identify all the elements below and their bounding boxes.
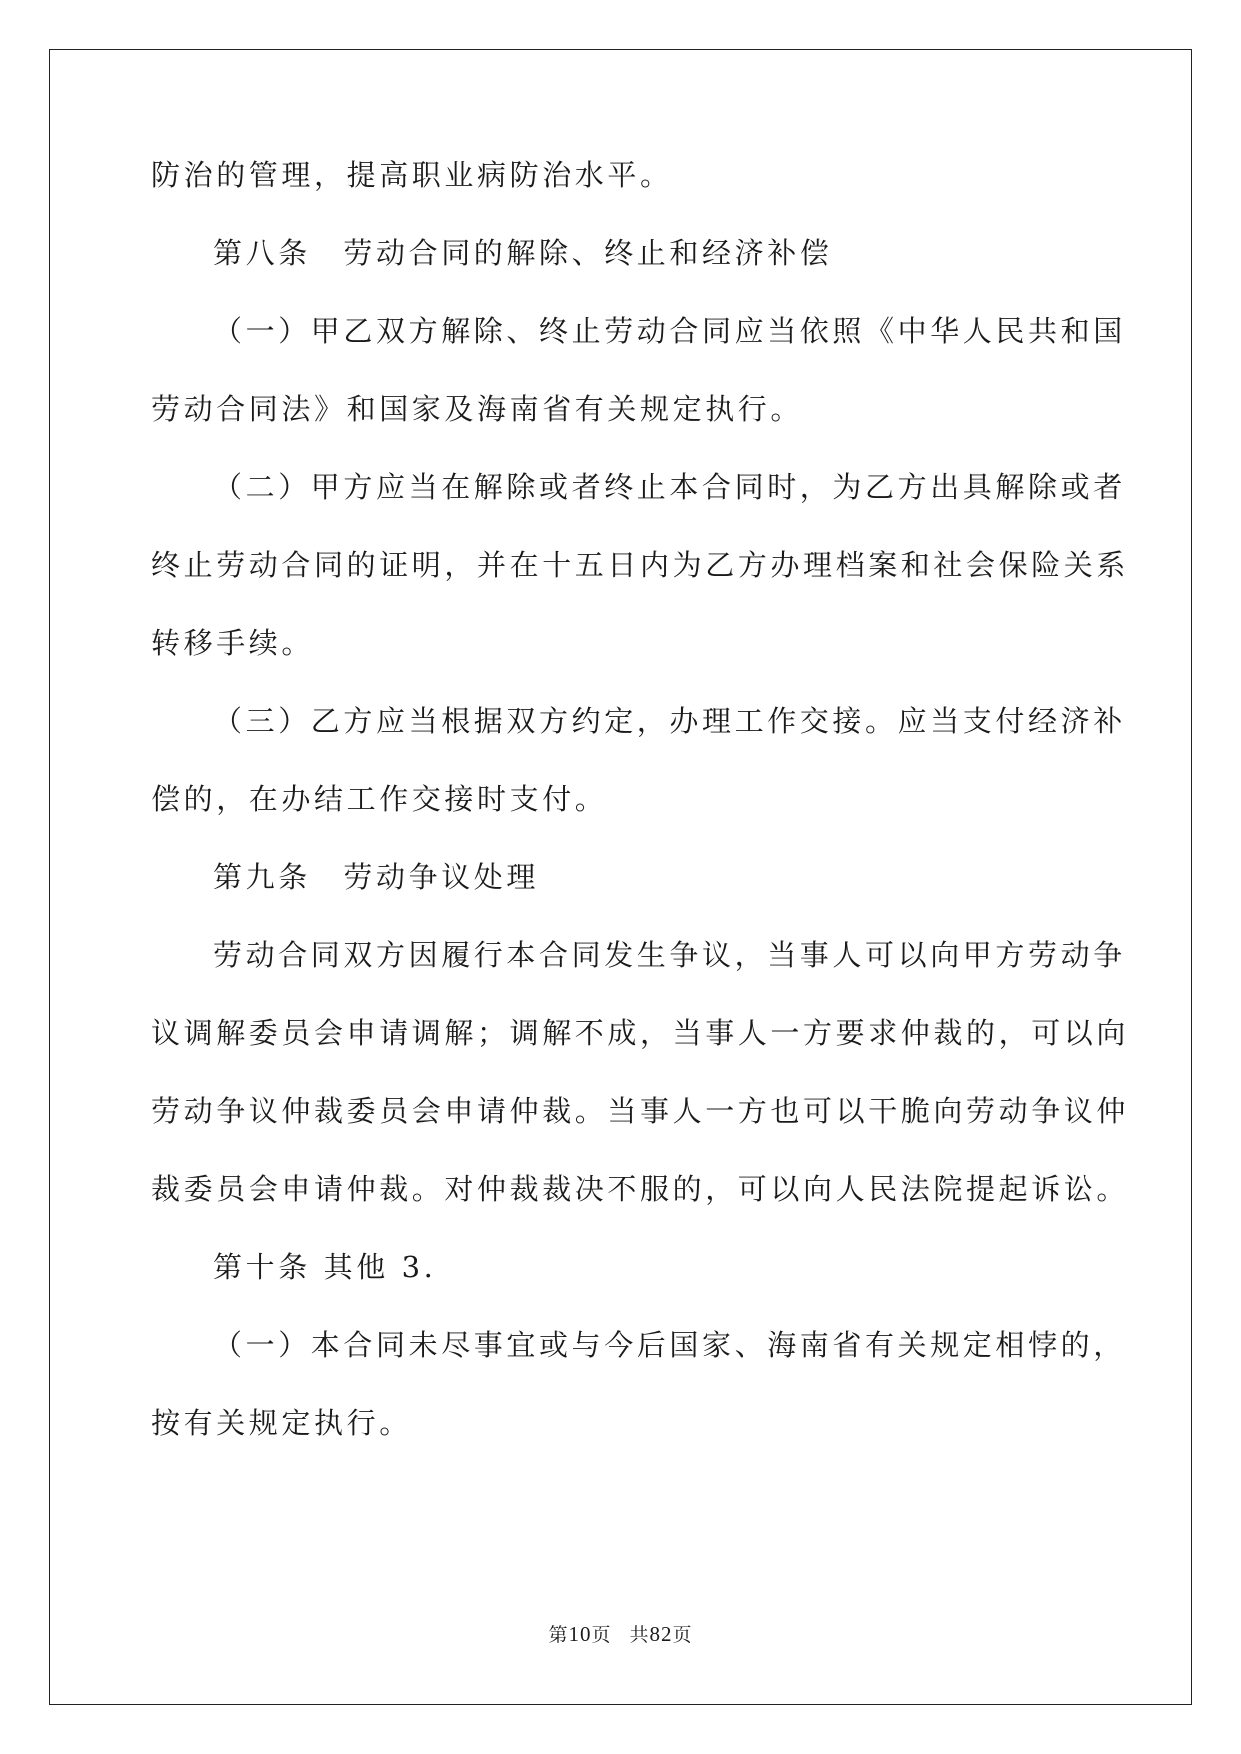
article-9-heading: 第九条 劳动争议处理 bbox=[213, 860, 540, 894]
current-page-number: 10 bbox=[568, 1622, 592, 1646]
paragraph-line: 劳动合同法》和国家及海南省有关规定执行。 bbox=[151, 392, 804, 426]
paragraph-line: 劳动争议仲裁委员会申请仲裁。当事人一方也可以干脆向劳动争议仲 bbox=[151, 1094, 1130, 1128]
total-prefix: 共 bbox=[629, 1624, 650, 1646]
article-8-heading: 第八条 劳动合同的解除、终止和经济补偿 bbox=[213, 236, 833, 270]
paragraph-line: 裁委员会申请仲裁。对仲裁裁决不服的，可以向人民法院提起诉讼。 bbox=[151, 1172, 1130, 1206]
total-page-count: 82 bbox=[649, 1622, 673, 1646]
paragraph-line: （一）本合同未尽事宜或与今后国家、海南省有关规定相悖的， bbox=[213, 1328, 1126, 1362]
paragraph-line: 按有关规定执行。 bbox=[151, 1406, 412, 1440]
paragraph-line: 议调解委员会申请调解；调解不成，当事人一方要求仲裁的，可以向 bbox=[151, 1016, 1130, 1050]
article-10-heading: 第十条 其他 3. bbox=[213, 1250, 437, 1284]
paragraph-line: （三）乙方应当根据双方约定，办理工作交接。应当支付经济补 bbox=[213, 704, 1126, 738]
paragraph-line: （一）甲乙双方解除、终止劳动合同应当依照《中华人民共和国 bbox=[213, 314, 1126, 348]
paragraph-line: 偿的，在办结工作交接时支付。 bbox=[151, 782, 608, 816]
page-footer bbox=[0, 1620, 1241, 1647]
page-prefix: 第 bbox=[548, 1624, 569, 1646]
paragraph-line: （二）甲方应当在解除或者终止本合同时，为乙方出具解除或者 bbox=[213, 470, 1126, 504]
paragraph-line: 劳动合同双方因履行本合同发生争议，当事人可以向甲方劳动争 bbox=[213, 938, 1126, 972]
paragraph-line: 转移手续。 bbox=[151, 626, 315, 660]
paragraph-line: 终止劳动合同的证明，并在十五日内为乙方办理档案和社会保险关系 bbox=[151, 548, 1130, 582]
page-suffix: 页 bbox=[591, 1624, 612, 1646]
total-suffix: 页 bbox=[672, 1624, 693, 1646]
paragraph-line: 防治的管理，提高职业病防治水平。 bbox=[151, 158, 673, 192]
